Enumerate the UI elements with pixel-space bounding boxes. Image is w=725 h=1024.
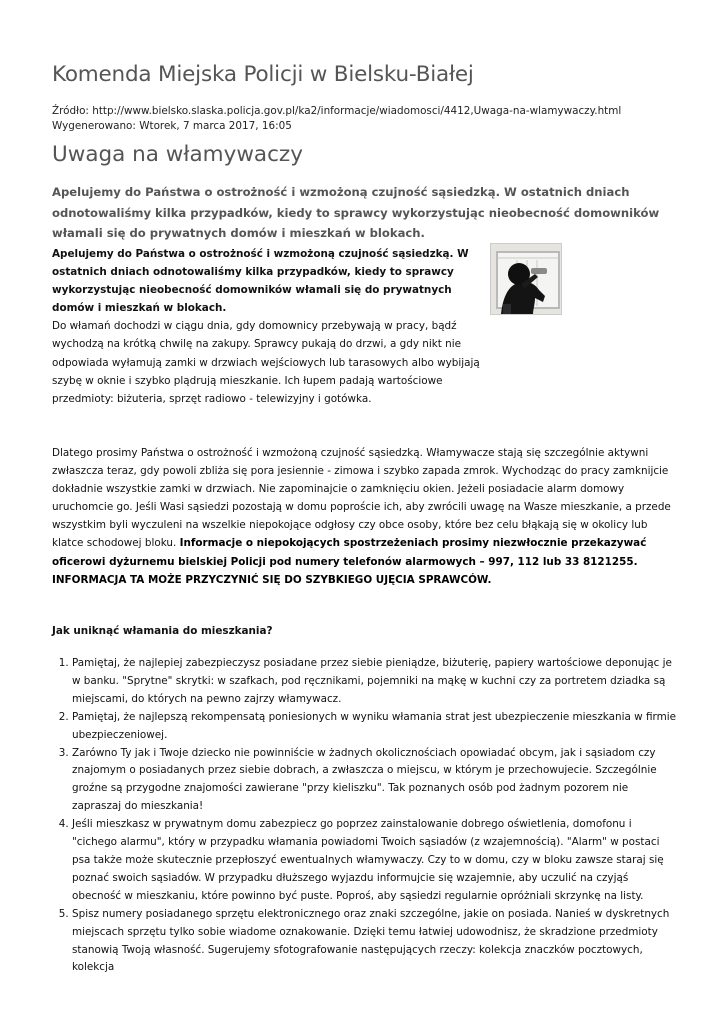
source-line: Źródło: http://www.bielsko.slaska.policja.gov.pl/ka2/informacje/wiadomosci/4412,Uwaga-na-wlamywaczy.html bbox=[52, 105, 622, 117]
burglar-image-icon bbox=[491, 244, 561, 314]
burglar-photo bbox=[490, 243, 562, 315]
body-bold: Informacje o niepokojących spostrzeżeniach prosimy niezwłocznie przekazywać oficerowi dyżurnemu bielskiej Policji pod numery telefonów alarmowych – 997, 112 lub 33 8121255. INFORMACJA TA MOŻE PRZYCZYNIĆ SIĘ DO SZYBKIEGO UJĘCIA SPRAWCÓW. bbox=[52, 537, 647, 586]
site-title: Komenda Miejska Policji w Bielsku-Białej bbox=[52, 62, 474, 87]
article-title: Uwaga na włamywaczy bbox=[52, 142, 303, 167]
document-meta bbox=[52, 104, 621, 134]
intro-text: Do włamań dochodzi w ciągu dnia, gdy domownicy przebywają w pracy, bądź wychodzą na krótką chwilę na zakupy. Sprawcy pukają do drzwi, a gdy nikt nie odpowiada wyłamują zamki w drzwiach wejściowych lub tarasowych albo wybijają szybę w oknie i szybko plądrują mieszkanie. Ich łupem padają wartościowe przedmioty: biżuteria, sprzęt radiowo - telewizyjny i gotówka. bbox=[52, 320, 480, 405]
tips-heading: Jak uniknąć włamania do mieszkania? bbox=[52, 625, 273, 637]
list-item: 3. Zarówno Ty jak i Twoje dziecko nie powinniście w żadnych okolicznościach opowiadać obcym, jak i sąsiadom czy znajomym o posiadanych przez siebie dobrach, a zwłaszcza o miejscu, w którym je przechowujecie. Szczególnie groźne są przygodne znajomości zawierane "przy kieliszku". Tak poznanych osób pod żadnym pozorem nie zapraszaj do mieszkania! bbox=[72, 745, 678, 817]
list-item: 5. Spisz numery posiadanego sprzętu elektronicznego oraz znaki szczególne, jakie on posiada. Nanieś w dyskretnych miejscach sprzętu tylko sobie wiadome oznakowanie. Dzięki temu łatwiej udowodnisz, że skradzione przedmioty stanowią Twoją własność. Sugerujemy sfotografowanie następujących rzeczy: kolekcja znaczków pocztowych, kolekcja bbox=[72, 906, 678, 978]
body-text: Dlatego prosimy Państwa o ostrożność i wzmożoną czujność sąsiedzką. Włamywacze stają się szczególnie aktywni zwłaszcza teraz, gdy powoli zbliża się pora jesiennie - zimowa i szybko zapada zmrok. Wychodząc do pracy zamknijcie dokładnie wszystkie zamki w drzwiach. Nie zapominajcie o zamknięciu okien. Jeżeli posiadacie alarm domowy uruchomcie go. Jeśli Wasi sąsiedzi pozostają w domu poproście ich, aby zwrócili uwagę na Wasze mieszkanie, a przede wszystkim byli wyczuleni na wszelkie niepokojące odgłosy czy obce osoby, które bez celu błąkają się w okolicy lub klatce schodowej bloku. bbox=[52, 447, 671, 550]
tips-list bbox=[52, 655, 678, 977]
article-lead: Apelujemy do Państwa o ostrożność i wzmożoną czujność sąsiedzką. W ostatnich dniach odnotowaliśmy kilka przypadków, kiedy to sprawcy wykorzystując nieobecność domowników włamali się do prywatnych domów i mieszkań w blokach. bbox=[52, 185, 660, 240]
intro-paragraph bbox=[52, 245, 488, 408]
body-paragraph bbox=[52, 444, 678, 589]
list-item: 1. Pamiętaj, że najlepiej zabezpieczysz posiadane przez siebie pieniądze, biżuterię, papiery wartościowe deponując je w banku. "Sprytne" skrytki: w szafkach, pod ręcznikami, pojemniki na mąkę w kuchni czy za portretem dziadka są miejscami, do których na pewno zajrzy włamywacz. bbox=[72, 655, 678, 709]
list-item: 4. Jeśli mieszkasz w prywatnym domu zabezpiecz go poprzez zainstalowanie dobrego oświetlenia, domofonu i "cichego alarmu", który w przypadku włamania powiadomi Twoich sąsiadów (z wzajemnością). "Alarm" w postaci psa także może skutecznie przepłoszyć ewentualnych włamywaczy. Czy to w domu, czy w bloku zawsze staraj się poznać swoich sąsiadów. W przypadku dłuższego wyjazdu informujcie się wzajemnie, aby uczulić na czyjąś obecność w mieszkaniu, które powinno być puste. Poproś, aby sąsiedzi regularnie opróżniali skrzynkę na listy. bbox=[72, 816, 678, 906]
list-item: 2. Pamiętaj, że najlepszą rekompensatą poniesionych w wyniku włamania strat jest ubezpieczenie mieszkania w firmie ubezpieczeniowej. bbox=[72, 709, 678, 745]
intro-bold: Apelujemy do Państwa o ostrożność i wzmożoną czujność sąsiedzką. W ostatnich dniach odnotowaliśmy kilka przypadków, kiedy to sprawcy wykorzystując nieobecność domowników włamali się do prywatnych domów i mieszkań w blokach. bbox=[52, 248, 469, 315]
generated-line: Wygenerowano: Wtorek, 7 marca 2017, 16:05 bbox=[52, 120, 292, 132]
